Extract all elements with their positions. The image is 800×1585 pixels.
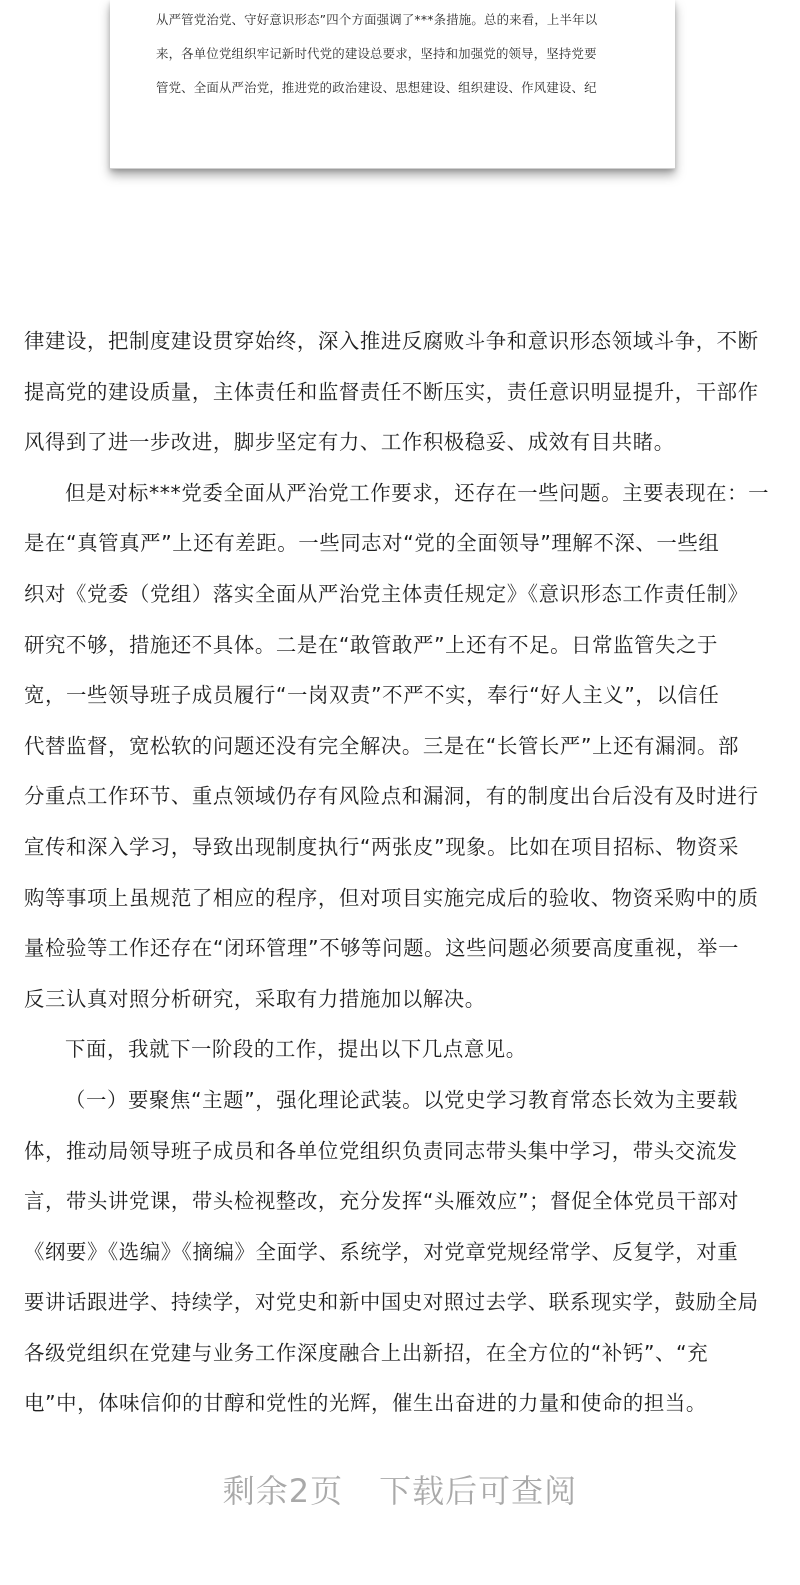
text-line: 织对《党委（党组）落实全面从严治党主体责任规定》《意识形态工作责任制》 bbox=[24, 581, 749, 606]
preview-line: 管党、全面从严治党，推进党的政治建设、思想建设、组织建设、作风建设、纪 bbox=[156, 80, 597, 95]
text-line: 研究不够，措施还不具体。二是在“敢管敢严”上还有不足。日常监管失之于 bbox=[24, 632, 719, 657]
text-line: 是在“真管真严”上还有差距。一些同志对“党的全面领导”理解不深、一些组 bbox=[24, 531, 720, 556]
text-line: 宽，一些领导班子成员履行“一岗双责”不严不实，奉行“好人主义”，以信任 bbox=[24, 683, 720, 708]
paragraph bbox=[24, 1075, 776, 1429]
paragraph bbox=[24, 1024, 776, 1075]
text-line: 要讲话跟进学、持续学，对党史和新中国史对照过去学、联系现实学，鼓励全局 bbox=[24, 1290, 759, 1315]
text-line: 反三认真对照分析研究，采取有力措施加以解决。 bbox=[24, 986, 486, 1011]
paragraph bbox=[24, 468, 776, 1025]
text-line: 量检验等工作还存在“闭环管理”不够等问题。这些问题必须要高度重视，举一 bbox=[24, 936, 740, 961]
text-line: 但是对标***党委全面从严治党工作要求，还存在一些问题。主要表现在：一 bbox=[65, 480, 770, 505]
text-line: 宣传和深入学习，导致出现制度执行“两张皮”现象。比如在项目招标、物资采 bbox=[24, 834, 740, 859]
preview-card bbox=[110, 0, 675, 169]
text-line: 下面，我就下一阶段的工作，提出以下几点意见。 bbox=[65, 1037, 527, 1062]
text-line: 提高党的建设质量，主体责任和监督责任不断压实，责任意识明显提升，干部作 bbox=[24, 379, 759, 404]
text-line: 代替监督，宽松软的问题还没有完全解决。三是在“长管长严”上还有漏洞。部 bbox=[24, 733, 740, 758]
text-line: 购等事项上虽规范了相应的程序，但对项目实施完成后的验收、物资采购中的质 bbox=[24, 885, 759, 910]
text-line: 《纲要》《选编》《摘编》全面学、系统学，对党章党规经常学、反复学，对重 bbox=[24, 1239, 739, 1264]
document-body bbox=[24, 316, 776, 1429]
preview-line: 来，各单位党组织牢记新时代党的建设总要求，坚持和加强党的领导，坚持党要 bbox=[156, 46, 597, 61]
text-line: 体，推动局领导班子成员和各单位党组织负责同志带头集中学习，带头交流发 bbox=[24, 1138, 738, 1163]
download-prompt[interactable] bbox=[0, 1466, 800, 1512]
preview-line: 从严管党治党、守好意识形态”四个方面强调了***条措施。总的来看，上半年以 bbox=[156, 12, 598, 27]
text-line: 言，带头讲党课，带头检视整改，充分发挥“头雁效应”；督促全体党员干部对 bbox=[24, 1189, 740, 1214]
text-line: （一）要聚焦“主题”，强化理论武装。以党史学习教育常态长效为主要载 bbox=[65, 1087, 739, 1112]
text-line: 分重点工作环节、重点领域仍存有风险点和漏洞，有的制度出台后没有及时进行 bbox=[24, 784, 759, 809]
paragraph bbox=[24, 316, 776, 468]
text-line: 各级党组织在党建与业务工作深度融合上出新招，在全方位的“补钙”、“充 bbox=[24, 1340, 709, 1365]
remaining-pages-label: 剩余2页 bbox=[222, 1472, 344, 1510]
download-to-view-label: 下载后可查阅 bbox=[379, 1472, 578, 1510]
text-line: 风得到了进一步改进，脚步坚定有力、工作积极稳妥、成效有目共睹。 bbox=[24, 430, 675, 455]
text-line: 律建设，把制度建设贯穿始终，深入推进反腐败斗争和意识形态领域斗争，不断 bbox=[24, 329, 759, 353]
text-line: 电”中，体味信仰的甘醇和党性的光辉，催生出奋进的力量和使命的担当。 bbox=[24, 1391, 707, 1416]
